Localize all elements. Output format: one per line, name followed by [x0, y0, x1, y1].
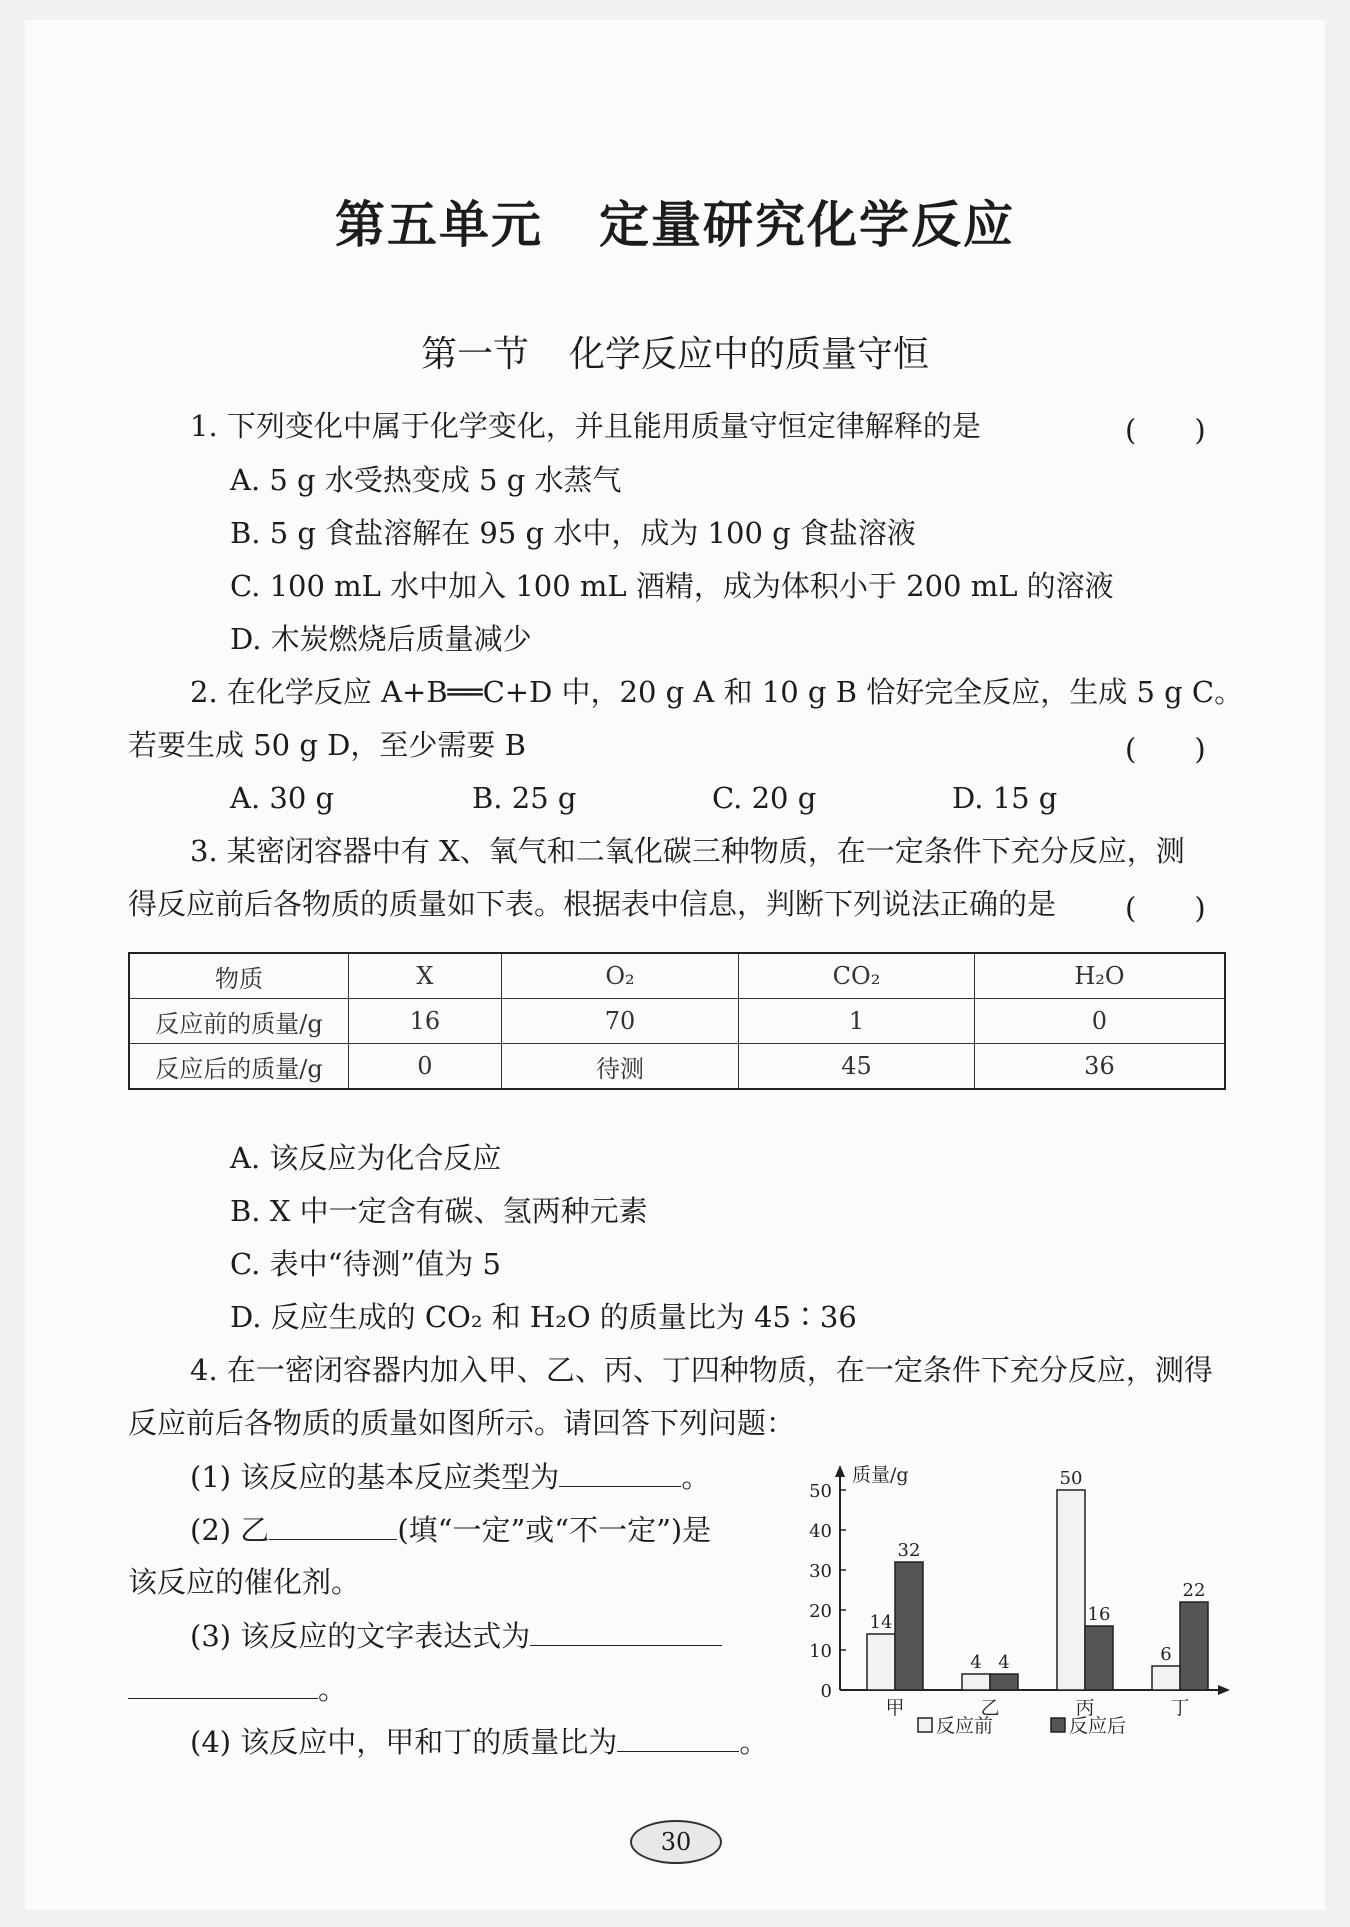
- q4-sub2-line2: 该反应的催化剂。: [128, 1565, 361, 1599]
- bar-value-label: 4: [970, 1652, 982, 1673]
- q4-sub2-text-after: (填“一定”或“不一定”)是: [397, 1513, 712, 1547]
- y-tick-label: 50: [809, 1481, 832, 1502]
- unit-title-text: 定量研究化学反应: [599, 196, 1015, 254]
- q4-sub3-line2: [128, 1670, 347, 1707]
- q2-option-b[interactable]: B. 25 g: [472, 781, 577, 815]
- q2-option-c[interactable]: C. 20 g: [712, 781, 817, 815]
- q4-sub2-blank[interactable]: [269, 1511, 397, 1540]
- q4-sub1-text: (1) 该反应的基本反应类型为: [190, 1460, 560, 1494]
- bar-after: [1085, 1626, 1113, 1690]
- bar-after: [895, 1562, 923, 1690]
- q4-sub3-end: 。: [318, 1672, 348, 1706]
- table-cell: 1: [739, 999, 975, 1044]
- q1-option-d[interactable]: D. 木炭燃烧后质量减少: [230, 622, 532, 656]
- q4-sub4-end: 。: [739, 1725, 769, 1759]
- q4-sub4: [190, 1723, 768, 1760]
- bar-before: [1152, 1666, 1180, 1690]
- bar-value-label: 6: [1160, 1644, 1172, 1665]
- table-cell: 70: [501, 999, 738, 1044]
- bar-value-label: 22: [1182, 1580, 1206, 1601]
- q3-option-b[interactable]: B. X 中一定含有碳、氢两种元素: [230, 1194, 648, 1228]
- unit-title: [0, 185, 1350, 257]
- y-tick-label: 40: [809, 1521, 832, 1542]
- q3-mass-table: [128, 952, 1226, 1090]
- table-cell: 0: [974, 999, 1225, 1044]
- q4-sub1-blank[interactable]: [559, 1458, 681, 1487]
- unit-title-number: 第五单元: [335, 196, 543, 254]
- bar-before: [867, 1634, 895, 1690]
- table-cell: 16: [349, 999, 502, 1044]
- q2-stem-line2: 若要生成 50 g D，至少需要 B: [128, 728, 526, 762]
- q4-stem-line1: 4. 在一密闭容器内加入甲、乙、丙、丁四种物质，在一定条件下充分反应，测得: [190, 1353, 1213, 1387]
- y-tick-label: 30: [809, 1561, 832, 1582]
- q3-answer-paren[interactable]: ( ): [1125, 891, 1206, 925]
- q1-option-b[interactable]: B. 5 g 食盐溶解在 95 g 水中，成为 100 g 食盐溶液: [230, 516, 916, 550]
- q4-bar-chart: [790, 1445, 1240, 1765]
- q4-sub4-text: (4) 该反应中，甲和丁的质量比为: [190, 1725, 618, 1759]
- table-cell: 反应后的质量/g: [129, 1044, 349, 1090]
- table-cell: 待测: [501, 1044, 738, 1090]
- q4-sub3-blank-cont[interactable]: [128, 1670, 318, 1699]
- x-tick-label: 丁: [1170, 1697, 1190, 1719]
- bar-value-label: 50: [1059, 1468, 1083, 1489]
- legend-label: 反应后: [1069, 1715, 1127, 1737]
- table-cell: 45: [739, 1044, 975, 1090]
- q4-stem-line2: 反应前后各物质的质量如图所示。请回答下列问题：: [128, 1406, 796, 1440]
- y-tick-label: 20: [809, 1601, 832, 1622]
- y-tick-label: 10: [809, 1641, 832, 1662]
- q2-option-a[interactable]: A. 30 g: [230, 781, 335, 815]
- chart-legend: [918, 1715, 1126, 1737]
- q1-option-c[interactable]: C. 100 mL 水中加入 100 mL 酒精，成为体积小于 200 mL 的溶液: [230, 569, 1114, 603]
- legend-swatch: [918, 1718, 932, 1732]
- x-tick-label: 甲: [885, 1697, 905, 1719]
- x-tick-label: 乙: [980, 1697, 1000, 1719]
- q4-sub3-blank[interactable]: [530, 1617, 722, 1646]
- q3-option-c[interactable]: C. 表中“待测”值为 5: [230, 1247, 501, 1281]
- q3-stem-line2: 得反应前后各物质的质量如下表。根据表中信息，判断下列说法正确的是: [128, 887, 1057, 921]
- q1-answer-paren[interactable]: ( ): [1125, 413, 1206, 447]
- q4-sub4-blank[interactable]: [617, 1723, 739, 1752]
- table-header-cell: H₂O: [974, 953, 1225, 999]
- chart-bars: [867, 1490, 1208, 1690]
- bar-after: [990, 1674, 1018, 1690]
- x-axis-arrow: [1218, 1685, 1230, 1695]
- bar-after: [1180, 1602, 1208, 1690]
- table-row: [129, 999, 1225, 1044]
- table-cell: 0: [349, 1044, 502, 1090]
- table-row: [129, 1044, 1225, 1090]
- bar-before: [962, 1674, 990, 1690]
- table-header-row: [129, 953, 1225, 999]
- q4-sub2-text: (2) 乙: [190, 1513, 270, 1547]
- table-header-cell: 物质: [129, 953, 349, 999]
- q3-option-d[interactable]: D. 反应生成的 CO₂ 和 H₂O 的质量比为 45∶36: [230, 1300, 857, 1334]
- section-title-number: 第一节: [420, 334, 529, 375]
- legend-swatch: [1051, 1718, 1065, 1732]
- x-tick-label: 丙: [1075, 1697, 1095, 1719]
- q4-sub1: [190, 1458, 710, 1495]
- q2-option-d[interactable]: D. 15 g: [952, 781, 1058, 815]
- section-title-text: 化学反应中的质量守恒: [569, 334, 930, 375]
- y-axis-arrow: [835, 1465, 845, 1477]
- bar-before: [1057, 1490, 1085, 1690]
- y-tick-label: 0: [820, 1681, 832, 1702]
- q2-answer-paren[interactable]: ( ): [1125, 732, 1206, 766]
- q1-stem: 1. 下列变化中属于化学变化，并且能用质量守恒定律解释的是: [190, 409, 981, 443]
- q4-sub3: [190, 1617, 722, 1654]
- q4-sub2: [190, 1511, 711, 1548]
- y-axis-label: 质量/g: [852, 1464, 909, 1486]
- bar-value-label: 32: [897, 1540, 921, 1561]
- section-title: [0, 326, 1350, 377]
- page-number: 30: [630, 1820, 722, 1864]
- bar-value-label: 14: [869, 1612, 893, 1633]
- table-cell: 反应前的质量/g: [129, 999, 349, 1044]
- bar-value-label: 16: [1087, 1604, 1111, 1625]
- table-header-cell: X: [349, 953, 502, 999]
- q1-option-a[interactable]: A. 5 g 水受热变成 5 g 水蒸气: [230, 463, 622, 497]
- q3-stem-line1: 3. 某密闭容器中有 X、氧气和二氧化碳三种物质，在一定条件下充分反应，测: [190, 834, 1185, 868]
- q4-sub1-end: 。: [681, 1460, 711, 1494]
- table-header-cell: O₂: [501, 953, 738, 999]
- q3-option-a[interactable]: A. 该反应为化合反应: [230, 1141, 502, 1175]
- bar-value-label: 4: [998, 1652, 1010, 1673]
- table-cell: 36: [974, 1044, 1225, 1090]
- legend-label: 反应前: [936, 1715, 994, 1737]
- table-header-cell: CO₂: [739, 953, 975, 999]
- q4-sub3-text: (3) 该反应的文字表达式为: [190, 1619, 531, 1653]
- q2-stem-line1: 2. 在化学反应 A+B══C+D 中，20 g A 和 10 g B 恰好完全反应，生成 5 g C。: [190, 675, 1244, 709]
